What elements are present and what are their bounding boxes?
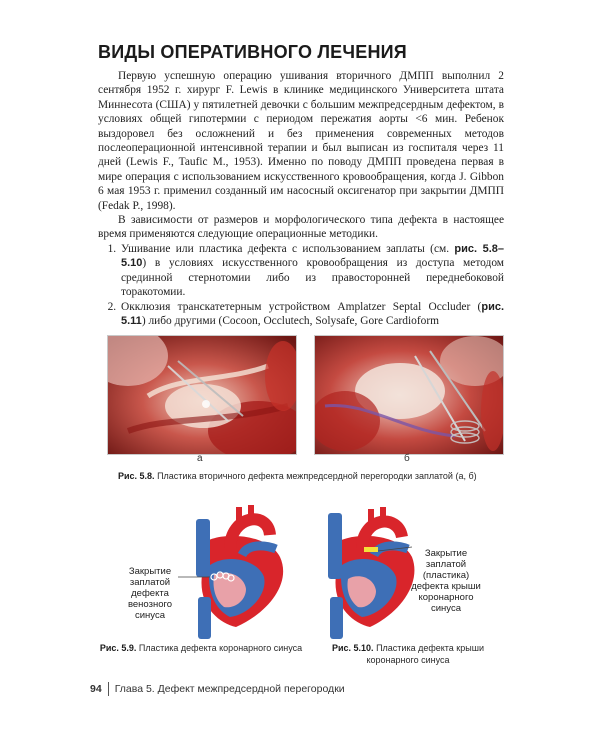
list-item: 2. Окклюзия транскатетерным устройством Amplatzer Septal Occluder (рис. 5.11) либо другими (Cocoon, Occlutech, Solysafe, Gore Cardioform [119,300,504,329]
figure-reference: рис. 5.11 [121,300,504,327]
figure-caption-5-9: Рис. 5.9. Пластика дефекта коронарного синуса [99,643,303,653]
figure-caption-5-8: Рис. 5.8. Пластика вторичного дефекта межпредсердной перегородки заплатой (а, б) [118,471,477,481]
footer-divider [108,682,109,696]
chapter-title: Глава 5. Дефект межпредсердной перегородки [114,683,345,695]
figure-sublabel-a: а [197,453,203,464]
page-footer [90,682,345,696]
figure-5-10-label: Закрытие заплатой (пластика) дефекта крыши коронарного синуса [411,548,481,614]
list-item: 1. Ушивание или пластика дефекта с использованием заплаты (см. рис. 5.8–5.10) в условиях искусственного кровообращения из доступа методом срединной стернотомии либо из правосторонней переднебоковой торакотомии. [119,242,504,300]
surgery-photo-b [314,335,504,455]
figure-reference: рис. 5.8–5.10 [121,242,505,270]
figure-sublabel-b: б [404,453,410,464]
figure-5-9-label: Закрытие заплатой дефекта венозного синуса [127,566,173,621]
surgery-photo-a [107,335,297,455]
figure-caption-5-10: Рис. 5.10. Пластика дефекта крыши коронарного синуса [332,643,484,665]
paragraph-history: Первую успешную операцию ушивания вторичного ДМПП выполнил 2 сентября 1952 г. хирург F. Lewis в клинике медицинского Университета штата Миннесота (США) у пятилетней девочки с большим межпредсердным дефектом, в условиях общей гипотермии с периодом пережатия аорты <6 мин. Ребенок выздоровел без осложнений и без применения современных методов послеоперационной интенсивной терапии и был выписан из госпиталя через 11 дней (Lewis F., Taufic M., 1953). Именно по поводу ДМПП проведена первая в мире операция с использованием искусственного кровообращения, когда J. Gibbon 6 мая 1953 г. применил созданный им насосный оксигенатор при закрытии ДМПП (Fedak P., 1998). [98,70,504,212]
paragraph-methods-intro: В зависимости от размеров и морфологического типа дефекта в настоящее время применяются следующие операционные методики. [98,214,504,241]
methods-list [98,242,504,328]
page-number: 94 [90,683,102,695]
section-heading: ВИДЫ ОПЕРАТИВНОГО ЛЕЧЕНИЯ [98,42,407,62]
body-text [98,69,504,328]
